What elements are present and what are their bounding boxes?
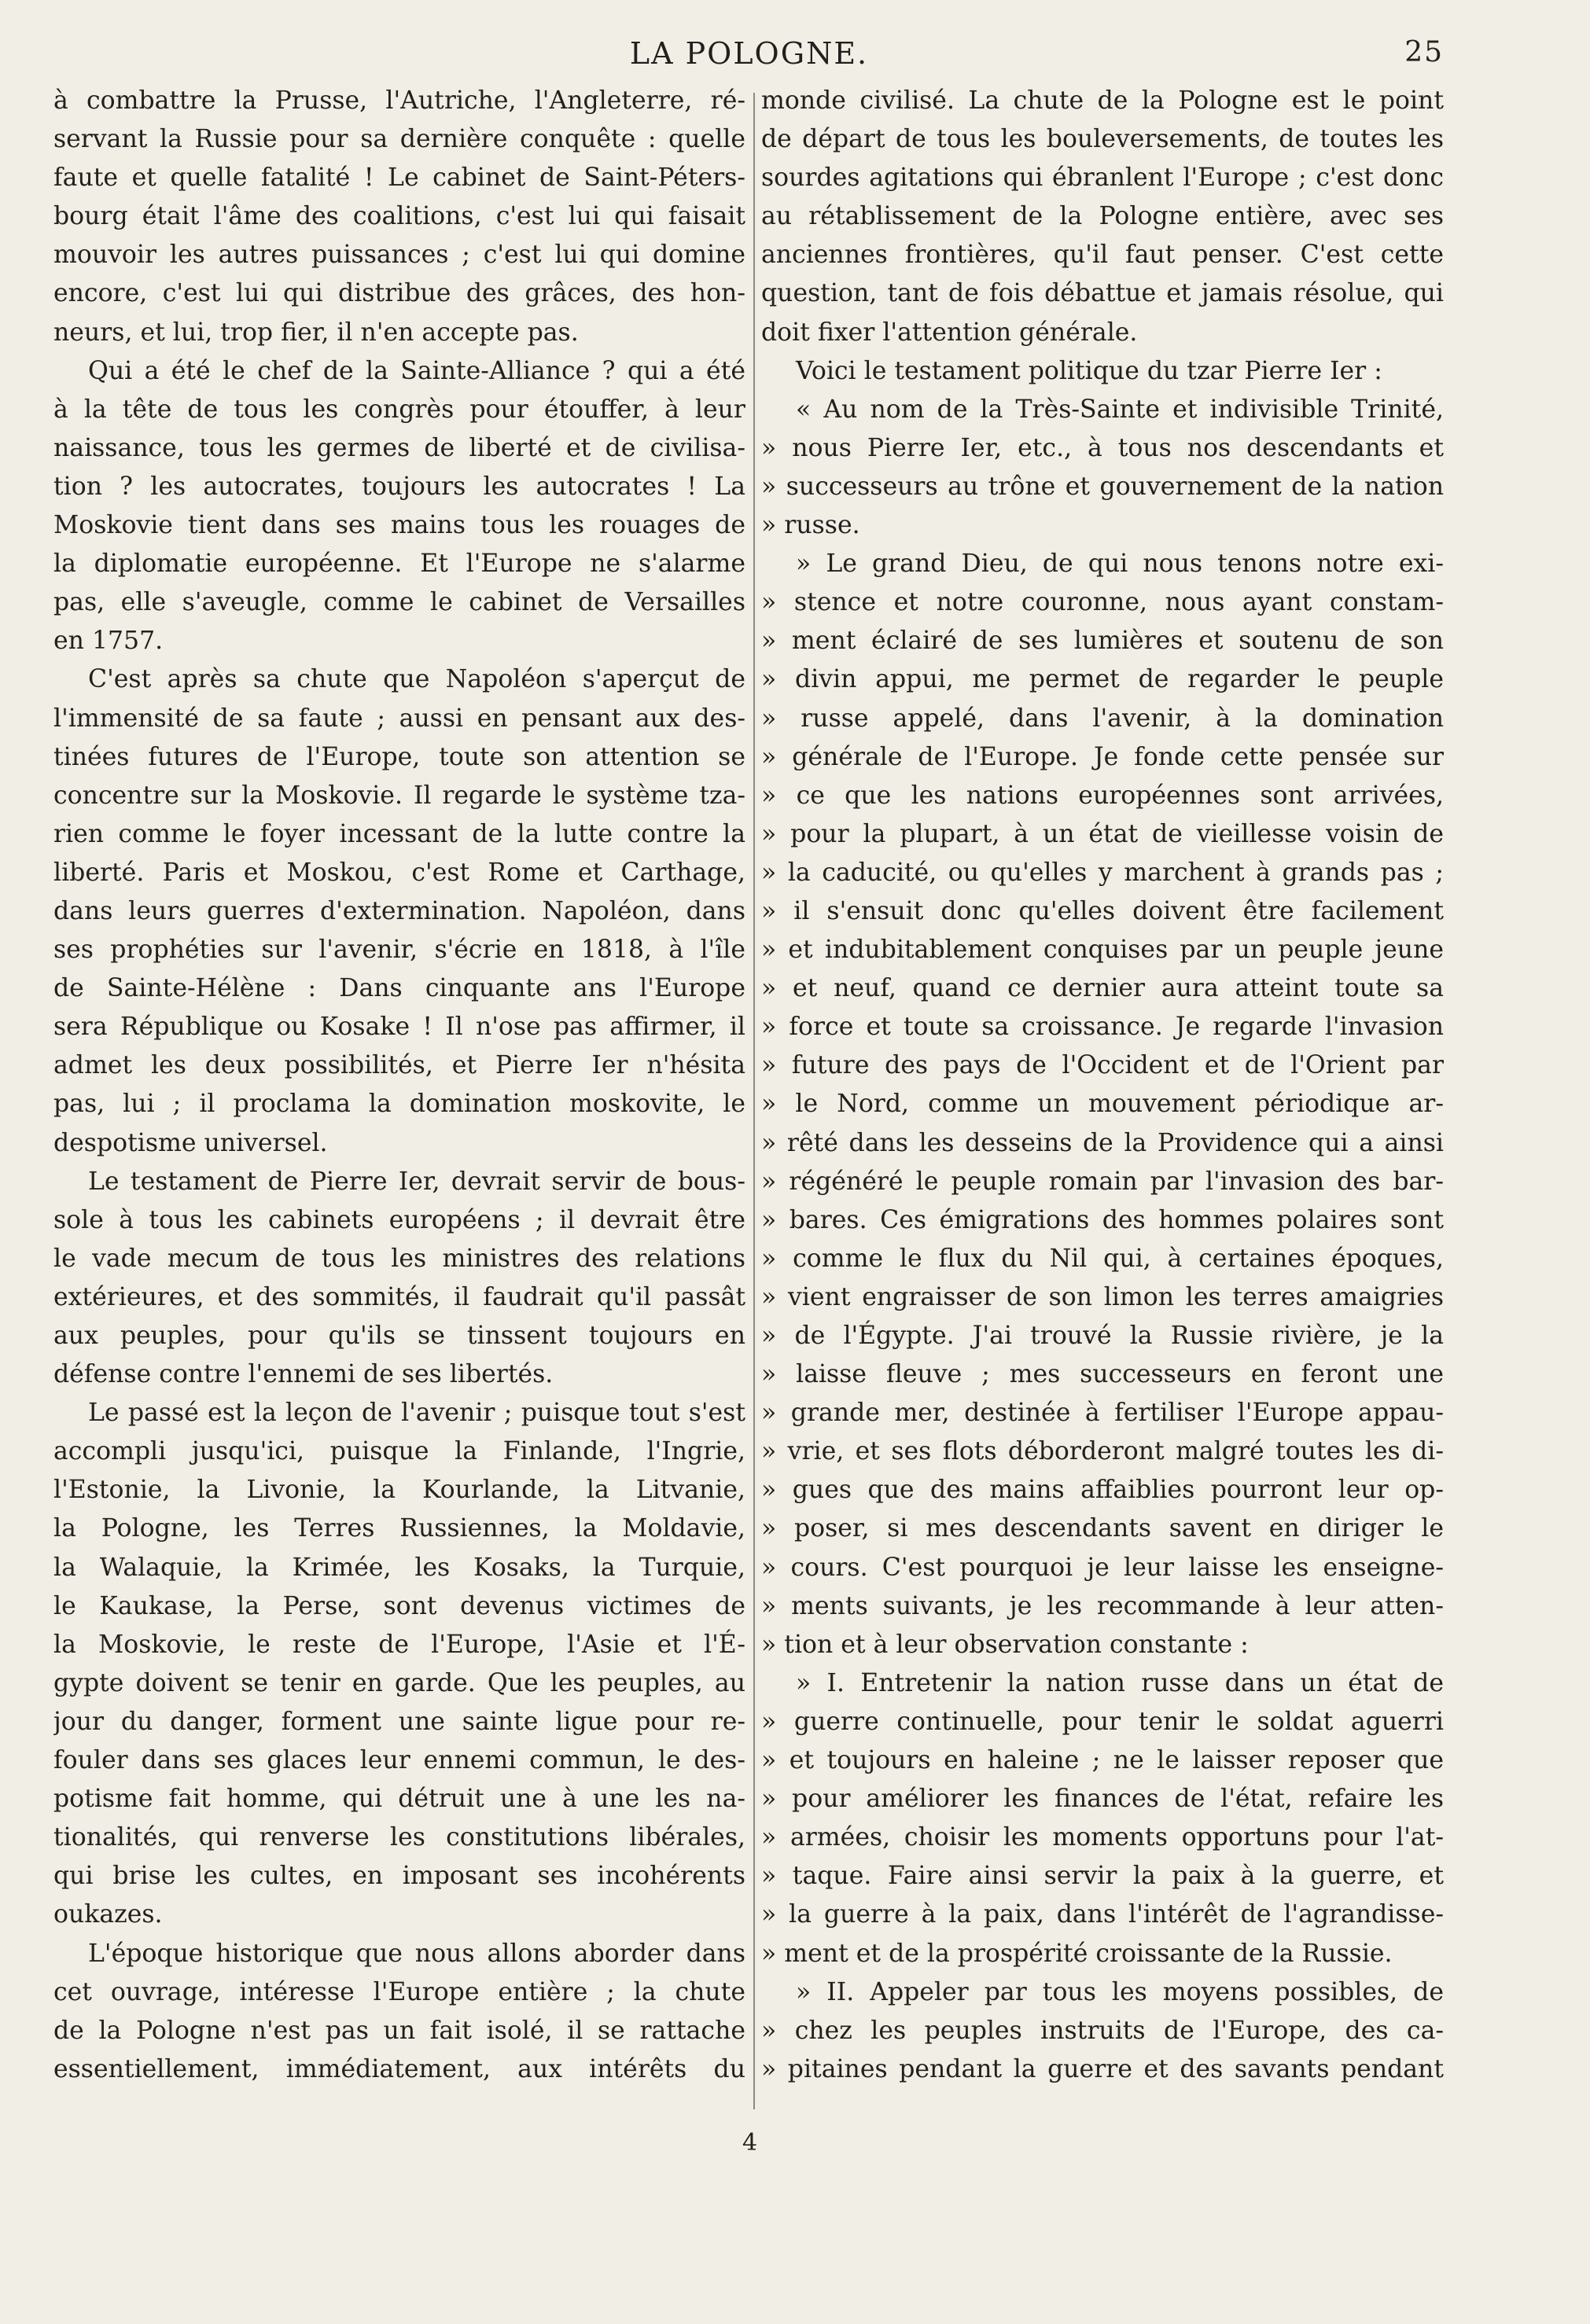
text-line: à la tête de tous les congrès pour étouffer, à leur [53, 395, 745, 424]
text-line: l'Estonie, la Livonie, la Kourlande, la Litvanie, [53, 1476, 745, 1505]
text-line: de Sainte-Hélène : Dans cinquante ans l'Europe [53, 974, 745, 1003]
text-line: Moskovie tient dans ses mains tous les rouages de [53, 511, 745, 540]
text-line: » future des pays de l'Occident et de l'Orient par [761, 1051, 1444, 1080]
text-line: » guerre continuelle, pour tenir le soldat aguerri [761, 1707, 1444, 1736]
text-line: despotisme universel. [53, 1128, 328, 1157]
text-line: jour du danger, forment une sainte ligue pour re- [53, 1707, 745, 1736]
text-line: concentre sur la Moskovie. Il regarde le système tza- [53, 781, 745, 810]
text-line: » comme le flux du Nil qui, à certaines époques, [761, 1244, 1444, 1273]
text-line: » pitaines pendant la guerre et des savants pendant [761, 2054, 1444, 2083]
right-column [761, 82, 1444, 2126]
running-head [0, 36, 1590, 75]
text-line: » Le grand Dieu, de qui nous tenons notre exi- [796, 550, 1444, 579]
text-line: le vade mecum de tous les ministres des relations [53, 1244, 745, 1273]
text-line: le Kaukase, la Perse, sont devenus victimes de [53, 1591, 745, 1620]
text-line: neurs, et lui, trop fier, il n'en accepte pas. [53, 318, 579, 347]
text-line: » bares. Ces émigrations des hommes polaires sont [761, 1205, 1444, 1234]
text-line: à combattre la Prusse, l'Autriche, l'Angleterre, ré- [53, 86, 745, 115]
text-line: cet ouvrage, intéresse l'Europe entière ; la chute [53, 1977, 745, 2006]
text-line: essentiellement, immédiatement, aux intérêts du [53, 2054, 745, 2083]
text-line: sourdes agitations qui ébranlent l'Europe ; c'est donc [761, 164, 1444, 193]
text-line: » générale de l'Europe. Je fonde cette pensée sur [761, 742, 1444, 771]
text-line: » ment et de la prospérité croissante de la Russie. [761, 1939, 1393, 1968]
text-line: qui brise les cultes, en imposant ses incohérents [53, 1862, 745, 1891]
column-divider [753, 93, 755, 2109]
text-line: ses prophéties sur l'avenir, s'écrie en 1818, à l'île [53, 936, 745, 965]
text-line: » et toujours en haleine ; ne le laisser reposer que [761, 1746, 1444, 1775]
text-line: gypte doivent se tenir en garde. Que les peuples, au [53, 1668, 745, 1697]
text-line: » armées, choisir les moments opportuns pour l'at- [761, 1823, 1444, 1852]
text-line: la Walaquie, la Krimée, les Kosaks, la Turquie, [53, 1553, 745, 1582]
signature-mark: 4 [742, 2129, 758, 2157]
text-line: » et indubitablement conquises par un peuple jeune [761, 936, 1444, 965]
page-title: LA POLOGNE. [629, 36, 869, 71]
text-line: « Au nom de la Très-Sainte et indivisible Trinité, [796, 395, 1444, 424]
text-line: pas, elle s'aveugle, comme le cabinet de Versailles [53, 588, 745, 617]
text-line: » poser, si mes descendants savent en diriger le [761, 1514, 1444, 1543]
text-line: » force et toute sa croissance. Je regarde l'invasion [761, 1013, 1444, 1042]
text-line: » chez les peuples instruits de l'Europe, des ca- [761, 2016, 1444, 2045]
text-line: bourg était l'âme des coalitions, c'est lui qui faisait [53, 202, 745, 231]
text-line: dans leurs guerres d'extermination. Napoléon, dans [53, 896, 745, 925]
left-column [53, 82, 745, 2126]
text-line: au rétablissement de la Pologne entière, avec ses [761, 202, 1444, 231]
text-line: extérieures, et des sommités, il faudrait qu'il passât [53, 1282, 745, 1311]
text-line: fouler dans ses glaces leur ennemi commun, le des- [53, 1746, 745, 1775]
text-line: encore, c'est lui qui distribue des grâces, des hon- [53, 279, 745, 308]
text-line: doit fixer l'attention générale. [761, 318, 1138, 347]
text-line: potisme fait homme, qui détruit une à une les na- [53, 1785, 745, 1814]
text-line: rien comme le foyer incessant de la lutte contre la [53, 819, 745, 848]
text-line: L'époque historique que nous allons aborder dans [88, 1939, 745, 1968]
text-line: liberté. Paris et Moskou, c'est Rome et Carthage, [53, 858, 745, 887]
text-line: » successeurs au trône et gouvernement de la nation [761, 472, 1444, 501]
text-line: défense contre l'ennemi de ses libertés. [53, 1360, 554, 1389]
text-line: C'est après sa chute que Napoléon s'aperçut de [88, 665, 745, 694]
page-number: 25 [1404, 36, 1444, 68]
text-line: tinées futures de l'Europe, toute son attention se [53, 742, 745, 771]
text-line: » nous Pierre Ier, etc., à tous nos descendants et [761, 433, 1444, 462]
text-line: Le testament de Pierre Ier, devrait servir de bous- [88, 1167, 745, 1196]
text-line: » cours. C'est pourquoi je leur laisse les enseigne- [761, 1553, 1444, 1582]
text-line: » la caducité, ou qu'elles y marchent à grands pas ; [761, 858, 1444, 887]
text-line: admet les deux possibilités, et Pierre Ier n'hésita [53, 1051, 745, 1080]
text-line: servant la Russie pour sa dernière conquête : quelle [53, 125, 745, 154]
text-line: pas, lui ; il proclama la domination moskovite, le [53, 1090, 745, 1119]
text-line: » russe appelé, dans l'avenir, à la domination [761, 704, 1444, 733]
text-line: » ments suivants, je les recommande à leur atten- [761, 1591, 1444, 1620]
text-line: » I. Entretenir la nation russe dans un état de [796, 1668, 1444, 1697]
text-line: » la guerre à la paix, dans l'intérêt de l'agrandisse- [761, 1900, 1444, 1929]
text-line: » pour améliorer les finances de l'état, refaire les [761, 1785, 1444, 1814]
text-line: » le Nord, comme un mouvement périodique ar- [761, 1090, 1444, 1119]
text-line: » vrie, et ses flots déborderont malgré toutes les di- [761, 1437, 1444, 1466]
text-line: Qui a été le chef de la Sainte-Alliance ? qui a été [88, 356, 745, 385]
text-line: » vient engraisser de son limon les terres amaigries [761, 1282, 1444, 1311]
text-line: la Moskovie, le reste de l'Europe, l'Asie et l'É- [53, 1630, 745, 1659]
text-line: Le passé est la leçon de l'avenir ; puisque tout s'est [88, 1399, 745, 1428]
text-line: mouvoir les autres puissances ; c'est lui qui domine [53, 241, 745, 270]
text-line: » laisse fleuve ; mes successeurs en feront une [761, 1360, 1444, 1389]
text-line: » et neuf, quand ce dernier aura atteint toute sa [761, 974, 1444, 1003]
text-line: » de l'Égypte. J'ai trouvé la Russie rivière, je la [761, 1322, 1444, 1350]
text-line: naissance, tous les germes de liberté et de civilisa- [53, 433, 745, 462]
text-line: anciennes frontières, qu'il faut penser. C'est cette [761, 241, 1444, 270]
text-line: » russe. [761, 511, 860, 540]
text-line: » stence et notre couronne, nous ayant constam- [761, 588, 1444, 617]
text-line: » divin appui, me permet de regarder le peuple [761, 665, 1444, 694]
text-line: » il s'ensuit donc qu'elles doivent être facilement [761, 896, 1444, 925]
text-line: de départ de tous les bouleversements, de toutes les [761, 125, 1444, 154]
text-line: la diplomatie européenne. Et l'Europe ne s'alarme [53, 550, 745, 579]
text-line: » tion et à leur observation constante : [761, 1630, 1249, 1659]
text-line: » régénéré le peuple romain par l'invasion des bar- [761, 1167, 1444, 1196]
text-line: sole à tous les cabinets européens ; il devrait être [53, 1205, 745, 1234]
text-line: » pour la plupart, à un état de vieillesse voisin de [761, 819, 1444, 848]
text-line: monde civilisé. La chute de la Pologne est le point [761, 86, 1444, 115]
text-line: » ce que les nations européennes sont arrivées, [761, 781, 1444, 810]
text-line: aux peuples, pour qu'ils se tinssent toujours en [53, 1322, 745, 1350]
text-line: tion ? les autocrates, toujours les autocrates ! La [53, 472, 745, 501]
text-line: » taque. Faire ainsi servir la paix à la guerre, et [761, 1862, 1444, 1891]
text-line: » ment éclairé de ses lumières et soutenu de son [761, 627, 1444, 656]
text-line: accompli jusqu'ici, puisque la Finlande, l'Ingrie, [53, 1437, 745, 1466]
text-line: oukazes. [53, 1900, 163, 1929]
text-line: l'immensité de sa faute ; aussi en pensant aux des- [53, 704, 745, 733]
text-line: sera République ou Kosake ! Il n'ose pas affirmer, il [53, 1013, 745, 1042]
text-line: » rêté dans les desseins de la Providence qui a ainsi [761, 1128, 1444, 1157]
text-line: la Pologne, les Terres Russiennes, la Moldavie, [53, 1514, 745, 1543]
text-line: » II. Appeler par tous les moyens possibles, de [796, 1977, 1444, 2006]
text-line: question, tant de fois débattue et jamais résolue, qui [761, 279, 1444, 308]
text-line: » grande mer, destinée à fertiliser l'Europe appau- [761, 1399, 1444, 1428]
text-line: » gues que des mains affaiblies pourront leur op- [761, 1476, 1444, 1505]
text-line: en 1757. [53, 627, 164, 656]
text-line: tionalités, qui renverse les constitutions libérales, [53, 1823, 745, 1852]
text-line: faute et quelle fatalité ! Le cabinet de Saint-Péters- [53, 164, 745, 193]
text-line: de la Pologne n'est pas un fait isolé, il se rattache [53, 2016, 745, 2045]
text-line: Voici le testament politique du tzar Pierre Ier : [796, 356, 1382, 385]
